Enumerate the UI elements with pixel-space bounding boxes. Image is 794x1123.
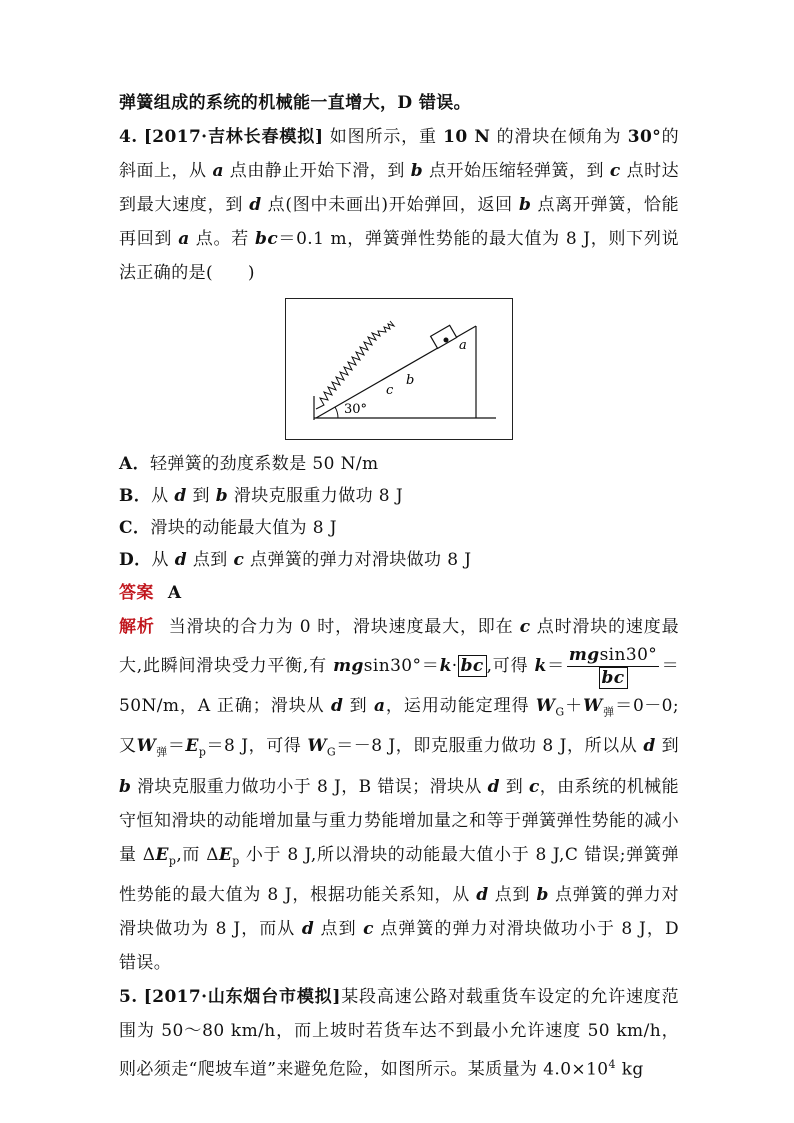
analysis-label: 解析	[119, 617, 155, 637]
question-4-stem: 4. [2017·吉林长春模拟] 如图所示，重 10 N 的滑块在倾角为 30°的斜面上，从 a 点由静止开始下滑，到 b 点开始压缩轻弹簧，到 c 点时达到最大速度，到 d 点(图中未画出)开始弹回，返回 b 点离开弹簧，恰能再回到 a 点。若 bc＝0.1 m，弹簧弹性势能的最大值为 8 J，则下列说法正确的是( )	[119, 127, 679, 283]
label-c: c	[386, 383, 394, 398]
point-a-dot	[444, 338, 449, 343]
question-source: [2017·山东烟台市模拟]	[143, 987, 341, 1008]
question-5-stem: 5. [2017·山东烟台市模拟]某段高速公路对载重货车设定的允许速度范围为 50～80 km/h，而上坡时若货车达不到最小允许速度 50 km/h，则必须走“爬坡车道”来避免危险，如图所示。某质量为 $4.0\times 10^4$ kg	[119, 987, 679, 1080]
label-b: b	[406, 373, 415, 388]
slider-block	[431, 325, 457, 348]
bc-overline: bc	[458, 655, 487, 677]
answer-value: A	[167, 583, 182, 603]
analysis-paragraph: 解析 当滑块的合力为 0 时，滑块速度最大，即在 c 点时滑块的速度最大,此瞬间滑块受力平衡,有 mgsin30°＝k· bc ,可得 k＝ $\frac{mgsin30^\circ}{bc}$ ＝50N/m，A 正确；滑块从 d 到 a，运用动能定理得 $W_G+W_弹=0-0$;又$W_弹=E_p=8$ J，可得 $W_G=-8$ J，即克服重力做功 8 J，所以从 d 到b 滑块克服重力做功小于 8 J，B 错误；滑块从 d 到 c，由系统的机械能守恒知滑块的动能增加量与重力势能增加量之和等于弹簧弹性势能的减小量 $\Delta E_p$,而 $\Delta E_p$ 小于 8 J,所以滑块的动能最大值小于 8 J,C 错误;弹簧弹性势能的最大值为 8 J，根据功能关系知，从 d 点到 b 点弹簧的弹力对滑块做功为 8 J，而从 d 点到 c 点弹簧的弹力对滑块做功小于 8 J，D 错误。	[119, 617, 680, 974]
incline-diagram	[286, 299, 512, 439]
question-source: [2017·吉林长春模拟]	[143, 127, 324, 147]
intro-line: 弹簧组成的系统的机械能一直增大，D 错误。	[119, 93, 472, 113]
option-a: A．轻弹簧的劲度系数是 50 N/m	[119, 454, 379, 474]
incline-spring-figure	[285, 298, 513, 440]
option-c: C．滑块的动能最大值为 8 J	[119, 518, 337, 538]
option-b: B．从 d 到 b 滑块克服重力做功 8 J	[119, 486, 404, 506]
label-angle: 30°	[344, 402, 368, 417]
label-a: a	[459, 338, 467, 353]
answer-label: 答案	[119, 583, 154, 603]
angle-arc	[335, 407, 338, 418]
fraction-k: $\frac{mgsin30^\circ}{bc}$	[568, 645, 658, 688]
page-content	[119, 86, 679, 1087]
option-d: D．从 d 点到 c 点弹簧的弹力对滑块做功 8 J	[119, 550, 472, 570]
answer-line	[119, 576, 679, 610]
